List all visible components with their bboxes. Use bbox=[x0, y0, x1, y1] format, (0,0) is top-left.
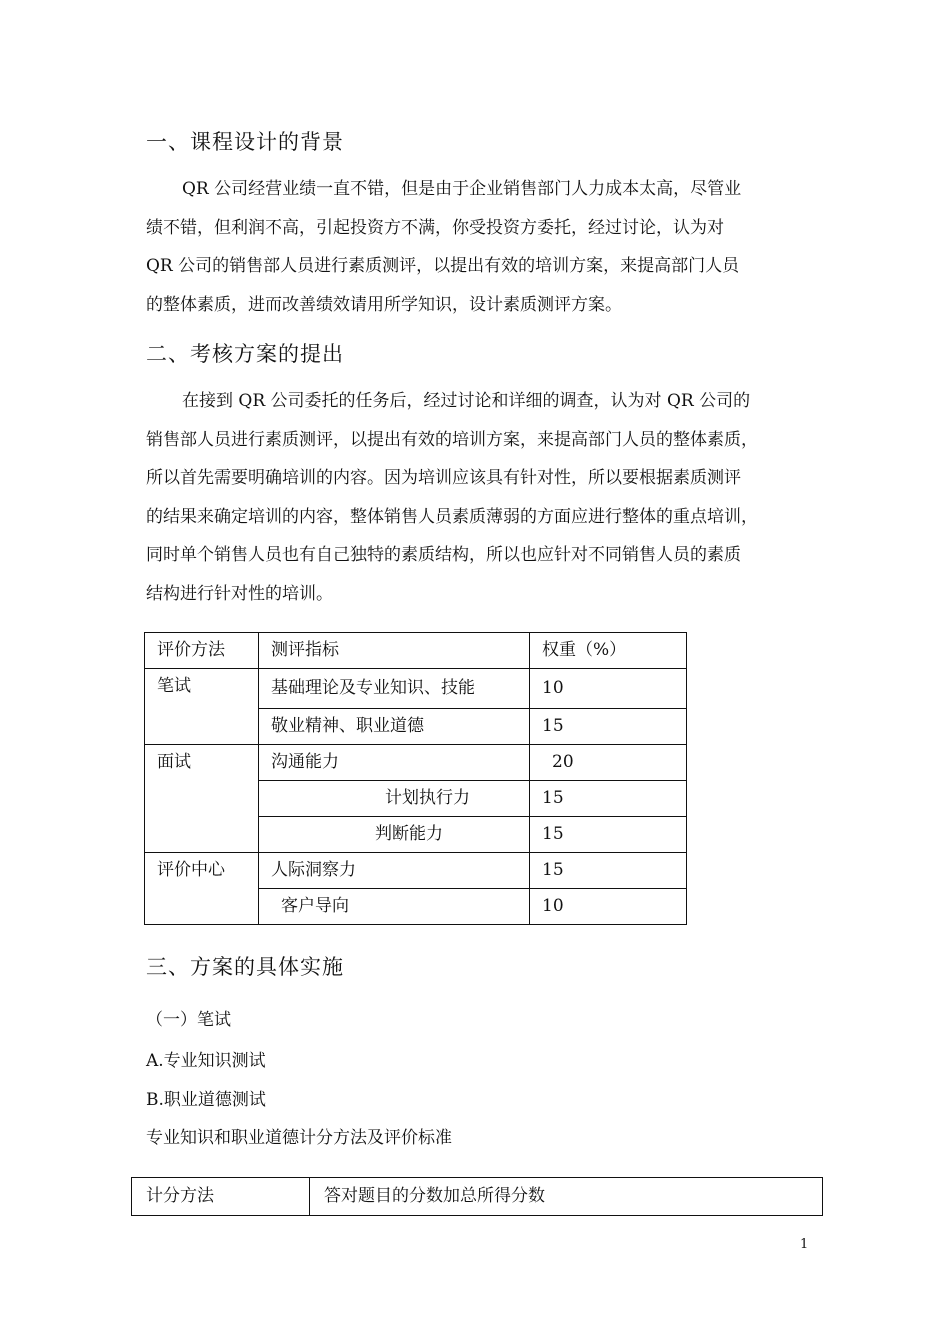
paragraph-line: QR 公司经营业绩一直不错，但是由于企业销售部门人力成本太高，尽管业 bbox=[182, 179, 742, 199]
indicator-cell: 人际洞察力 bbox=[259, 853, 530, 889]
paragraph-line: 在接到 QR 公司委托的任务后，经过讨论和详细的调查，认为对 QR 公司的 bbox=[182, 391, 751, 411]
paragraph-line: 的结果来确定培训的内容，整体销售人员素质薄弱的方面应进行整体的重点培训， bbox=[146, 506, 758, 527]
weight-cell: 15 bbox=[530, 853, 687, 889]
weight-cell: 15 bbox=[530, 817, 687, 853]
indicator-cell: 基础理论及专业知识、技能 bbox=[259, 669, 530, 709]
table-header-row bbox=[145, 633, 687, 669]
table-header-cell: 测评指标 bbox=[259, 633, 530, 669]
weight-cell: 15 bbox=[530, 709, 687, 745]
table-row bbox=[145, 745, 687, 781]
scoring-method-table bbox=[131, 1177, 823, 1216]
scoring-value-cell: 答对题目的分数加总所得分数 bbox=[310, 1178, 823, 1216]
table-row bbox=[145, 853, 687, 889]
table-header-cell: 评价方法 bbox=[145, 633, 259, 669]
section-1-paragraph bbox=[146, 170, 808, 324]
scoring-note: 专业知识和职业道德计分方法及评价标准 bbox=[146, 1128, 452, 1148]
table-row bbox=[132, 1178, 823, 1216]
paragraph-line: QR 公司的销售部人员进行素质测评，以提出有效的培训方案，来提高部门人员 bbox=[146, 256, 740, 277]
section-2-paragraph bbox=[146, 382, 808, 614]
indicator-cell: 敬业精神、职业道德 bbox=[259, 709, 530, 745]
table-header-cell: 权重（%） bbox=[530, 633, 687, 669]
evaluation-weight-table bbox=[144, 632, 687, 925]
list-item-b: B.职业道德测试 bbox=[146, 1090, 266, 1110]
weight-cell: 10 bbox=[530, 669, 687, 709]
section-1-heading: 一、课程设计的背景 bbox=[146, 130, 344, 154]
paragraph-line: 结构进行针对性的培训。 bbox=[146, 583, 333, 604]
scoring-label-cell: 计分方法 bbox=[132, 1178, 310, 1216]
weight-cell: 15 bbox=[530, 781, 687, 817]
section-2-heading: 二、考核方案的提出 bbox=[146, 342, 344, 366]
indicator-cell: 客户导向 bbox=[259, 889, 530, 925]
paragraph-line: 的整体素质，进而改善绩效请用所学知识，设计素质测评方案。 bbox=[146, 294, 622, 315]
page-number: 1 bbox=[800, 1237, 809, 1252]
subsection-title: （一）笔试 bbox=[146, 1010, 231, 1030]
paragraph-line: 同时单个销售人员也有自己独特的素质结构，所以也应针对不同销售人员的素质 bbox=[146, 545, 741, 566]
section-3-heading: 三、方案的具体实施 bbox=[146, 955, 344, 979]
method-cell: 面试 bbox=[145, 745, 259, 853]
indicator-cell: 沟通能力 bbox=[259, 745, 530, 781]
paragraph-line: 销售部人员进行素质测评，以提出有效的培训方案，来提高部门人员的整体素质， bbox=[146, 429, 758, 450]
method-cell: 笔试 bbox=[145, 669, 259, 745]
table-row bbox=[145, 669, 687, 709]
indicator-cell: 计划执行力 bbox=[259, 781, 530, 817]
weight-cell: 10 bbox=[530, 889, 687, 925]
paragraph-line: 绩不错，但利润不高，引起投资方不满，你受投资方委托，经过讨论，认为对 bbox=[146, 217, 724, 238]
list-item-a: A.专业知识测试 bbox=[146, 1051, 266, 1071]
method-cell: 评价中心 bbox=[145, 853, 259, 925]
weight-cell: 20 bbox=[530, 745, 687, 781]
indicator-cell: 判断能力 bbox=[259, 817, 530, 853]
paragraph-line: 所以首先需要明确培训的内容。因为培训应该具有针对性，所以要根据素质测评 bbox=[146, 468, 741, 489]
